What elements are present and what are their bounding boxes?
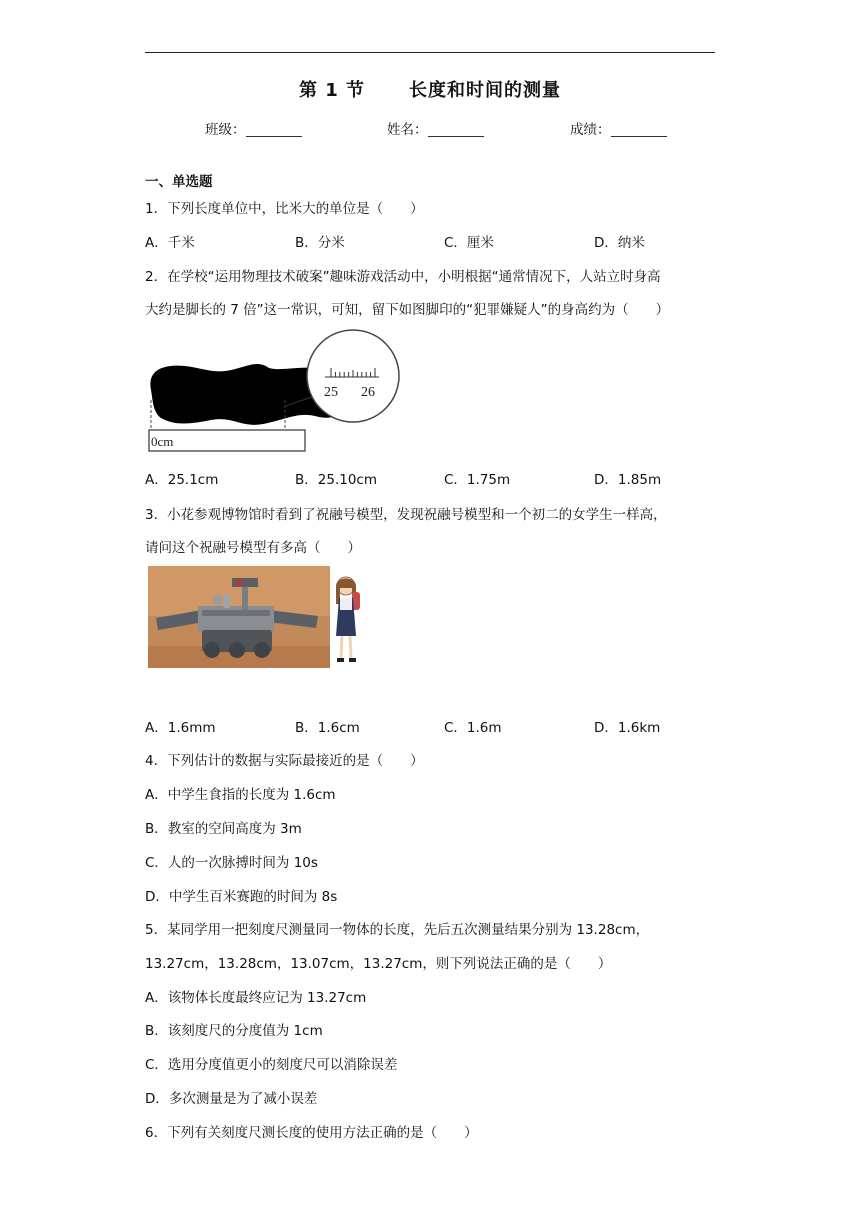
- q3-option-d[interactable]: D．1.6km: [594, 720, 661, 736]
- q1-option-b[interactable]: B．分米: [295, 235, 345, 251]
- tick-label-25: 25: [324, 385, 338, 400]
- q5-stem-line2: 13.27cm，13.28cm，13.07cm，13.27cm，则下列说法正确的是（ ）: [145, 956, 612, 972]
- rover-photo: [148, 566, 330, 668]
- name-label: 姓名：: [387, 122, 428, 138]
- q6-stem: 6．下列有关刻度尺测长度的使用方法正确的是（ ）: [145, 1125, 478, 1141]
- q4-stem: 4．下列估计的数据与实际最接近的是（ ）: [145, 753, 424, 769]
- q5-option-c[interactable]: C．选用分度值更小的刻度尺可以消除误差: [145, 1057, 398, 1073]
- rover-body: [198, 606, 274, 632]
- q3-option-b[interactable]: B．1.6cm: [295, 720, 360, 736]
- q5-option-d[interactable]: D．多次测量是为了减小误差: [145, 1091, 318, 1107]
- q5-option-b[interactable]: B．该刻度尺的分度值为 1cm: [145, 1023, 323, 1039]
- title-section: 第 1 节: [298, 80, 366, 101]
- q4-option-c[interactable]: C．人的一次脉搏时间为 10s: [145, 855, 318, 871]
- q2-option-d[interactable]: D．1.85m: [594, 472, 662, 488]
- q3-option-a[interactable]: A．1.6mm: [145, 720, 216, 736]
- header-rule: [145, 52, 715, 53]
- tick-label-26: 26: [361, 385, 375, 400]
- score-blank[interactable]: [611, 122, 667, 137]
- ruler-zero-label: 0cm: [151, 434, 174, 449]
- score-label: 成绩：: [570, 122, 611, 138]
- q4-option-d[interactable]: D．中学生百米赛跑的时间为 8s: [145, 889, 338, 905]
- q3-option-c[interactable]: C．1.6m: [444, 720, 502, 736]
- q3-stem-line1: 3．小花参观博物馆时看到了祝融号模型，发现祝融号模型和一个初二的女学生一样高，: [145, 507, 667, 523]
- name-blank[interactable]: [428, 122, 484, 137]
- title-main: 长度和时间的测量: [409, 80, 562, 101]
- q2-option-b[interactable]: B．25.10cm: [295, 472, 377, 488]
- name-field: [387, 118, 484, 138]
- q2-option-a[interactable]: A．25.1cm: [145, 472, 219, 488]
- q2-stem-line2: 大约是脚长的 7 倍”这一常识，可知，留下如图脚印的“犯罪嫌疑人”的身高约为（ ）: [145, 302, 670, 318]
- rover-camera: [232, 578, 258, 587]
- q1-option-c[interactable]: C．厘米: [444, 235, 494, 251]
- rover-mast: [242, 584, 248, 610]
- q5-stem-line1: 5．某同学用一把刻度尺测量同一物体的长度，先后五次测量结果分别为 13.28cm，: [145, 922, 650, 938]
- page-title: [0, 76, 860, 102]
- score-field: [570, 118, 667, 138]
- q1-option-a[interactable]: A．千米: [145, 235, 195, 251]
- class-field: [205, 118, 302, 138]
- q5-option-a[interactable]: A．该物体长度最终应记为 13.27cm: [145, 990, 367, 1006]
- girl-student-figure: [330, 574, 364, 668]
- class-label: 班级：: [205, 122, 246, 138]
- q1-option-d[interactable]: D．纳米: [594, 235, 645, 251]
- q2-stem-line1: 2．在学校“运用物理技术破案”趣味游戏活动中，小明根据“通常情况下，人站立时身高: [145, 269, 661, 285]
- footprint-figure: [145, 330, 405, 455]
- q4-option-b[interactable]: B．教室的空间高度为 3m: [145, 821, 302, 837]
- q2-option-c[interactable]: C．1.75m: [444, 472, 511, 488]
- section-heading: 一、单选题: [145, 174, 213, 190]
- class-blank[interactable]: [246, 122, 302, 137]
- q1-stem: 1．下列长度单位中，比米大的单位是（ ）: [145, 201, 424, 217]
- q4-option-a[interactable]: A．中学生食指的长度为 1.6cm: [145, 787, 336, 803]
- q3-stem-line2: 请问这个祝融号模型有多高（ ）: [145, 540, 361, 556]
